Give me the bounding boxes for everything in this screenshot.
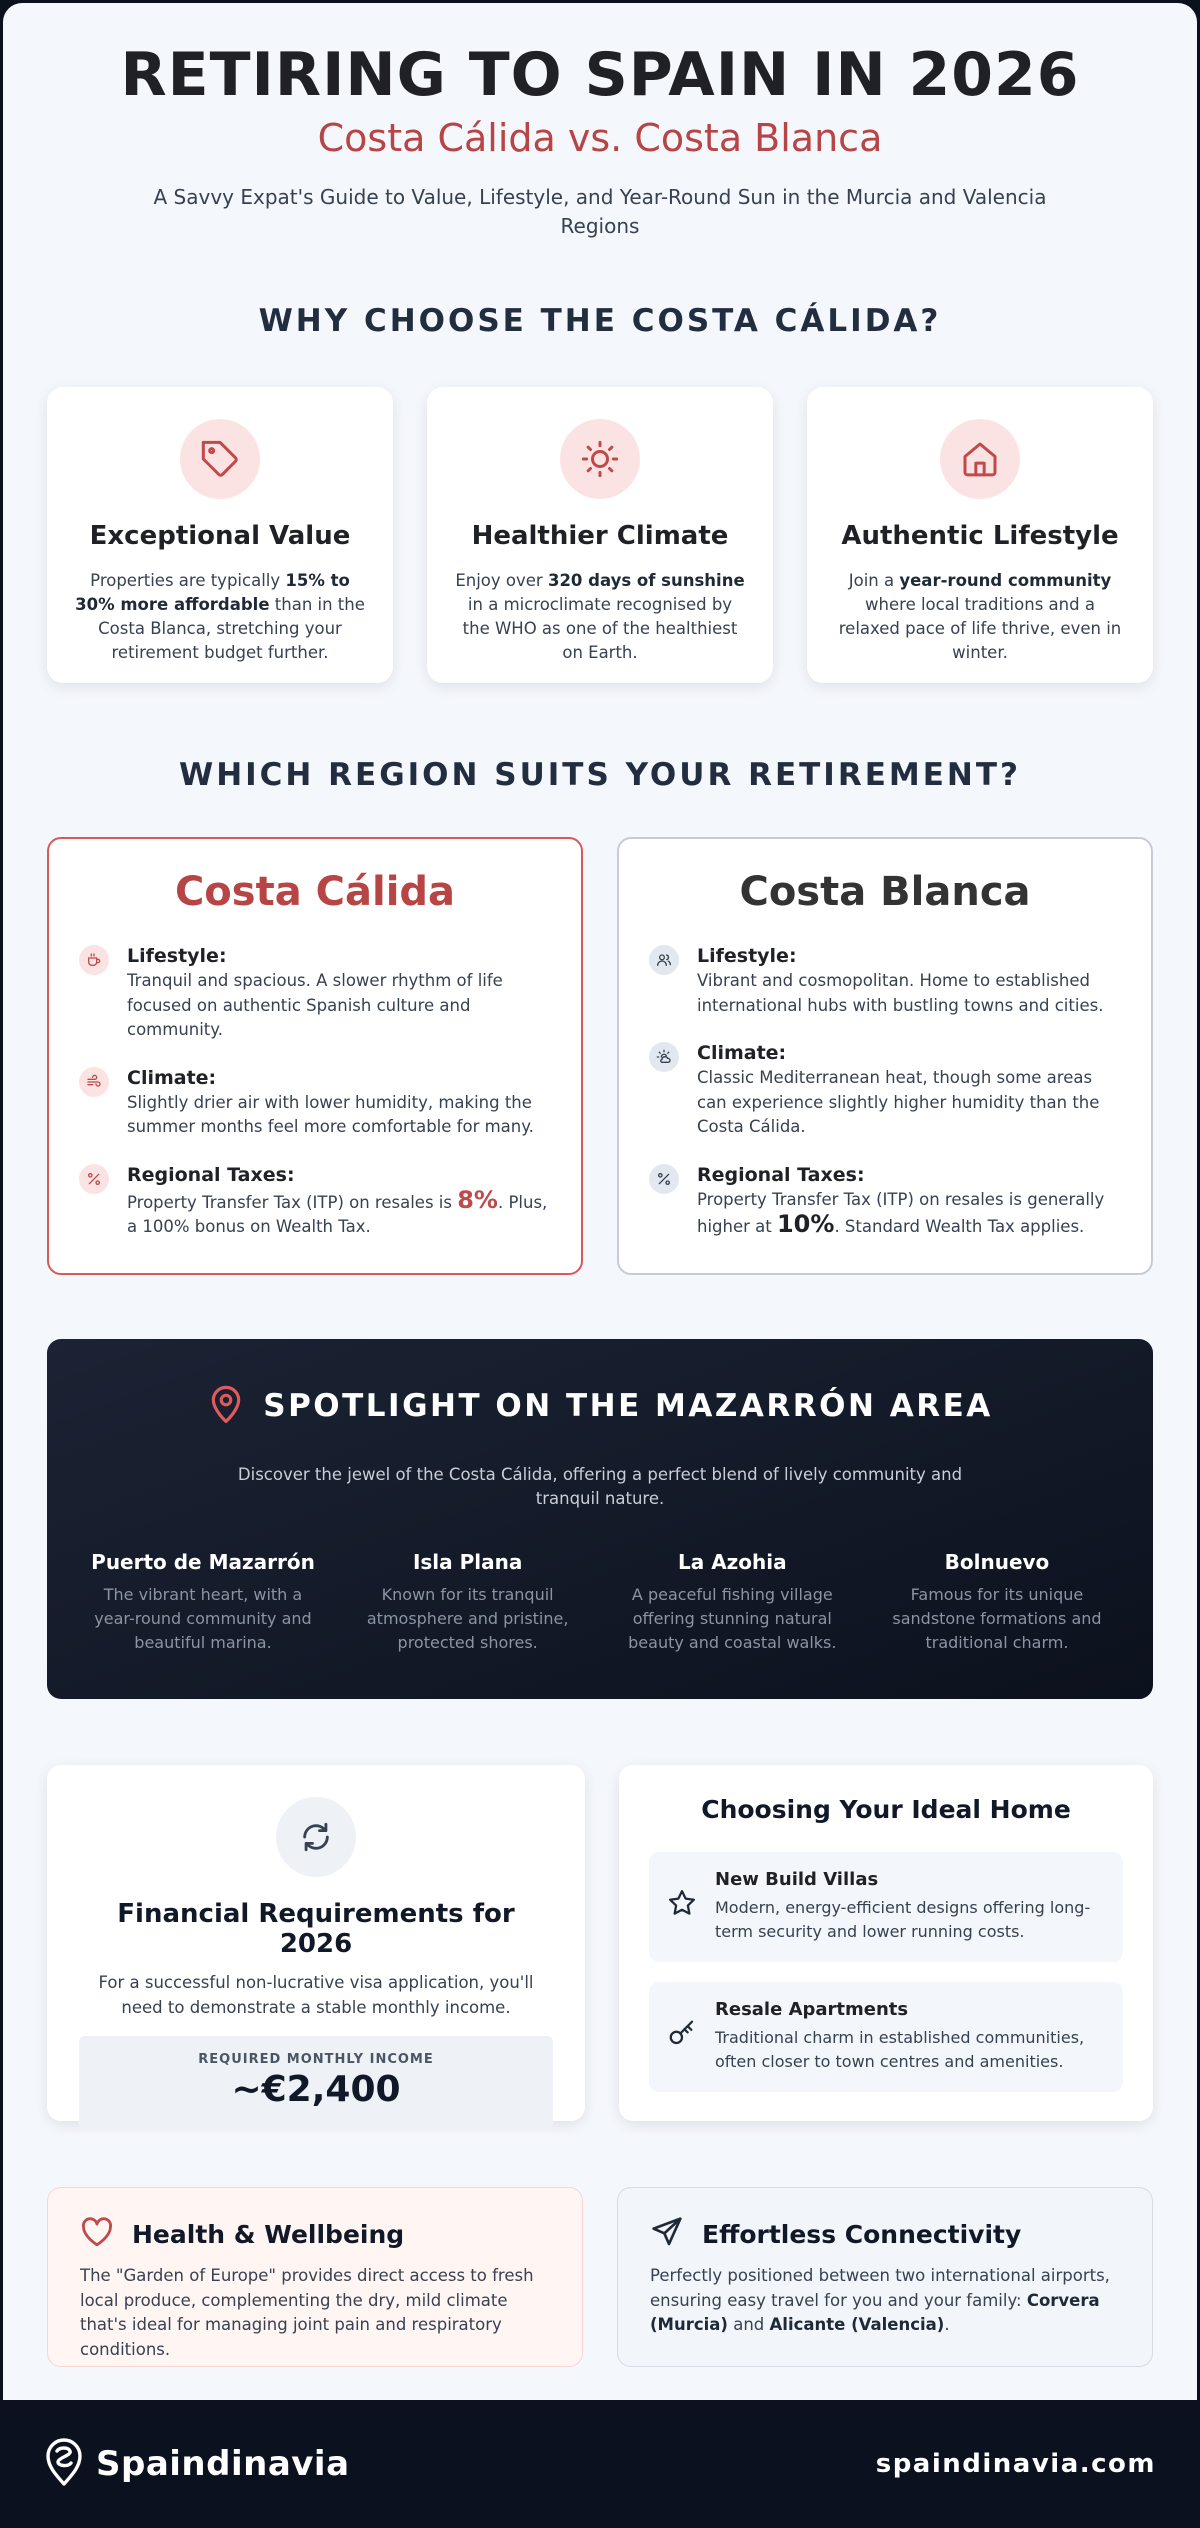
why-card-value: [47, 387, 393, 683]
health-connectivity-row: [3, 2187, 1197, 2367]
users-icon: [649, 945, 679, 975]
finance-card: [47, 1765, 585, 2121]
brand-name: Spaindinavia: [96, 2444, 350, 2484]
percent-icon: [79, 1164, 109, 1194]
place-item: Puerto de Mazarrón The vibrant heart, with a year-round community and beautiful marina.: [91, 1550, 315, 1652]
place-item: Bolnuevo Famous for its unique sandstone formations and traditional charm.: [892, 1550, 1102, 1652]
brand[interactable]: [44, 2438, 350, 2490]
place-item: Isla Plana Known for its tranquil atmosphere and pristine, protected shores.: [366, 1550, 569, 1652]
send-icon: [650, 2216, 684, 2252]
income-value: ~€2,400: [231, 2069, 401, 2110]
home-option-new-build: New Build Villas Modern, energy-efficient designs offering long-term security and lower running costs.: [649, 1852, 1123, 1962]
home-title: Choosing Your Ideal Home: [701, 1795, 1071, 1824]
region-lifestyle: Lifestyle: Vibrant and cosmopolitan. Home to established international hubs with bustling towns and cities.: [649, 943, 1121, 1018]
why-card-text: Properties are typically 15% to 30% more affordable than in the Costa Blanca, stretching your retirement budget further.: [75, 571, 365, 662]
region-section-title: WHICH REGION SUITS YOUR RETIREMENT?: [179, 757, 1021, 793]
connectivity-text: Perfectly positioned between two international airports, ensuring easy travel for you and your family: Corvera (Murcia) and Alicante (Valencia).: [650, 2266, 1110, 2334]
spotlight-title: SPOTLIGHT ON THE MAZARRÓN AREA: [263, 1388, 993, 1424]
home-option-resale: Resale Apartments Traditional charm in established communities, often closer to town centres and amenities.: [649, 1982, 1123, 2092]
why-card-lifestyle: [807, 387, 1153, 683]
spotlight-section: [47, 1339, 1153, 1699]
coffee-icon: [79, 945, 109, 975]
tag-icon: [180, 419, 260, 499]
why-card-text: Enjoy over 320 days of sunshine in a microclimate recognised by the WHO as one of the healthiest on Earth.: [455, 571, 745, 662]
key-icon: [667, 1998, 701, 2092]
page-title: RETIRING TO SPAIN IN 2026: [120, 40, 1080, 110]
tax-rate: 8%: [457, 1185, 498, 1214]
sun-icon: [560, 419, 640, 499]
home-icon: [940, 419, 1020, 499]
region-name: Costa Cálida: [174, 869, 456, 915]
percent-icon: [649, 1164, 679, 1194]
finance-text: For a successful non-lucrative visa application, you'll need to demonstrate a stable monthly income.: [98, 1973, 534, 2017]
region-card-costa-blanca: [617, 837, 1153, 1275]
why-card-title: Exceptional Value: [89, 521, 351, 551]
finance-title: Financial Requirements for 2026: [117, 1899, 515, 1959]
map-pin-icon: [207, 1383, 245, 1429]
why-section-title: WHY CHOOSE THE COSTA CÁLIDA?: [258, 303, 942, 339]
region-climate: Climate: Classic Mediterranean heat, though some areas can experience slightly higher humidity than the Costa Cálida.: [649, 1040, 1121, 1140]
region-card-costa-calida: [47, 837, 583, 1275]
why-card-text: Join a year-round community where local traditions and a relaxed pace of life thrive, even in winter.: [838, 571, 1122, 662]
why-card-title: Authentic Lifestyle: [841, 521, 1119, 551]
region-comparison: [3, 837, 1197, 1275]
brand-logo-icon: [44, 2438, 84, 2490]
refresh-icon: [276, 1797, 356, 1877]
connectivity-card: [617, 2187, 1153, 2367]
income-label: REQUIRED MONTHLY INCOME: [198, 2052, 434, 2067]
health-title: Health & Wellbeing: [132, 2219, 405, 2249]
spotlight-places: [47, 1549, 1153, 1655]
region-name: Costa Blanca: [739, 869, 1031, 915]
why-card-climate: [427, 387, 773, 683]
sun-cloud-icon: [649, 1042, 679, 1072]
region-lifestyle: Lifestyle: Tranquil and spacious. A slower rhythm of life focused on authentic Spanish culture and community.: [79, 943, 551, 1043]
finance-home-row: [3, 1765, 1197, 2121]
place-item: La Azohia A peaceful fishing village offering stunning natural beauty and coastal walks.: [628, 1550, 837, 1652]
health-card: [47, 2187, 583, 2367]
region-climate: Climate: Slightly drier air with lower humidity, making the summer months feel more comfortable for many.: [79, 1065, 551, 1140]
why-cards: [3, 387, 1197, 683]
footer: [0, 2400, 1200, 2528]
home-card: [619, 1765, 1153, 2121]
health-text: The "Garden of Europe" provides direct access to fresh local produce, complementing the dry, mild climate that's ideal for managing joint pain and respiratory conditions.: [80, 2266, 534, 2359]
page-intro: A Savvy Expat's Guide to Value, Lifestyle, and Year-Round Sun in the Murcia and Valencia Regions: [153, 185, 1047, 238]
star-icon: [667, 1868, 701, 1962]
spotlight-intro: Discover the jewel of the Costa Cálida, offering a perfect blend of lively community and tranquil nature.: [237, 1465, 963, 1508]
connectivity-title: Effortless Connectivity: [702, 2219, 1022, 2249]
region-taxes: Regional Taxes: Property Transfer Tax (ITP) on resales is generally higher at 10%. Standard Wealth Tax applies.: [649, 1162, 1121, 1240]
heart-icon: [80, 2216, 114, 2252]
income-box: [79, 2036, 553, 2130]
website-link[interactable]: spaindinavia.com: [875, 2449, 1156, 2479]
tax-rate: 10%: [776, 1210, 835, 1238]
hero: [3, 3, 1197, 241]
region-taxes: Regional Taxes: Property Transfer Tax (ITP) on resales is 8%. Plus, a 100% bonus on Wealth Tax.: [79, 1162, 551, 1240]
why-card-title: Healthier Climate: [471, 521, 729, 551]
wind-icon: [79, 1067, 109, 1097]
page-subtitle: Costa Cálida vs. Costa Blanca: [317, 116, 883, 160]
